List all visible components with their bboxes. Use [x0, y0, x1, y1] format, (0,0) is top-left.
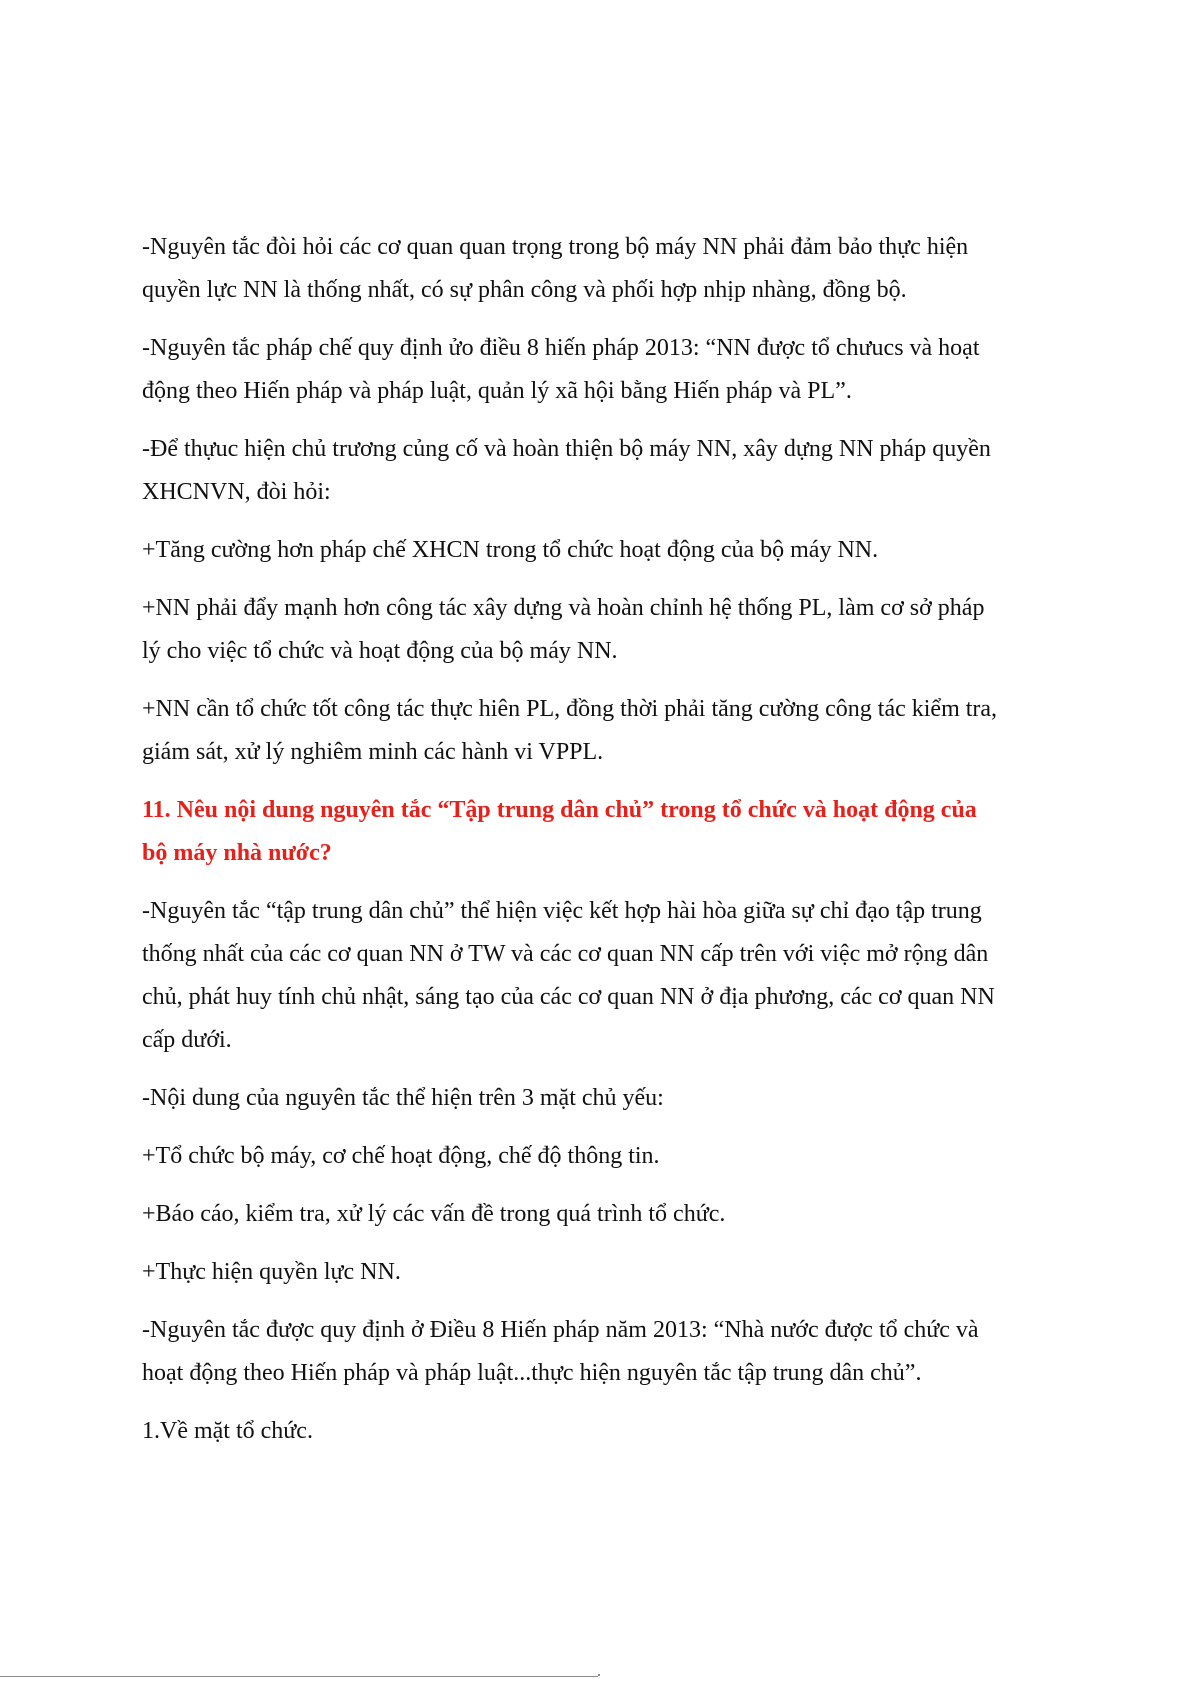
paragraph-line: +Tăng cường hơn pháp chế XHCN trong tổ chức hoạt động của bộ máy NN. — [142, 537, 879, 563]
paragraph — [142, 688, 1062, 774]
paragraph — [142, 1193, 1062, 1236]
paragraph — [142, 587, 1062, 673]
paragraph-line: +NN phải đẩy mạnh hơn công tác xây dựng và hoàn chỉnh hệ thống PL, làm cơ sở pháp — [142, 595, 985, 621]
paragraph-line: -Nguyên tắc được quy định ở Điều 8 Hiến pháp năm 2013: “Nhà nước được tổ chức và — [142, 1317, 979, 1343]
paragraph-line: -Để thựuc hiện chủ trương củng cố và hoàn thiện bộ máy NN, xây dựng NN pháp quyền — [142, 436, 991, 462]
paragraph-line: động theo Hiến pháp và pháp luật, quản lý xã hội bằng Hiến pháp và PL”. — [142, 378, 852, 404]
paragraph-line: quyền lực NN là thống nhất, có sự phân công và phối hợp nhịp nhàng, đồng bộ. — [142, 277, 907, 303]
paragraph — [142, 1309, 1062, 1395]
paragraph — [142, 1251, 1062, 1294]
paragraph-line: 1.Về mặt tổ chức. — [142, 1418, 313, 1444]
document-body — [142, 226, 1062, 1468]
paragraph — [142, 327, 1062, 413]
heading-line: bộ máy nhà nước? — [142, 840, 332, 866]
paragraph — [142, 1077, 1062, 1120]
paragraph-line: +Tổ chức bộ máy, cơ chế hoạt động, chế độ thông tin. — [142, 1143, 660, 1169]
paragraph-line: chủ, phát huy tính chủ nhật, sáng tạo của các cơ quan NN ở địa phương, các cơ quan NN — [142, 984, 995, 1010]
paragraph-line: +Thực hiện quyền lực NN. — [142, 1259, 401, 1285]
paragraph-line: lý cho việc tổ chức và hoạt động của bộ máy NN. — [142, 638, 618, 664]
paragraph-line: -Nguyên tắc “tập trung dân chủ” thể hiện việc kết hợp hài hòa giữa sự chỉ đạo tập trung — [142, 898, 982, 924]
paragraph-line: cấp dưới. — [142, 1027, 232, 1053]
paragraph — [142, 1135, 1062, 1178]
paragraph-line: -Nguyên tắc đòi hỏi các cơ quan quan trọng trong bộ máy NN phải đảm bảo thực hiện — [142, 234, 969, 260]
paragraph-line: thống nhất của các cơ quan NN ở TW và các cơ quan NN cấp trên với việc mở rộng dân — [142, 941, 989, 967]
footer-divider-end — [598, 1674, 600, 1676]
paragraph-line: -Nguyên tắc pháp chế quy định ửo điều 8 hiến pháp 2013: “NN được tổ chưucs và hoạt — [142, 335, 980, 361]
paragraph-line: -Nội dung của nguyên tắc thể hiện trên 3 mặt chủ yếu: — [142, 1085, 664, 1111]
paragraph — [142, 529, 1062, 572]
footer-divider — [0, 1676, 598, 1677]
paragraph-line: +NN cần tổ chức tốt công tác thực hiên PL, đồng thời phải tăng cường công tác kiểm tra, — [142, 696, 998, 722]
section-heading — [142, 789, 1062, 875]
paragraph — [142, 1410, 1062, 1453]
paragraph — [142, 226, 1062, 312]
heading-line: 11. Nêu nội dung nguyên tắc “Tập trung dân chủ” trong tổ chức và hoạt động của — [142, 797, 977, 823]
paragraph-line: hoạt động theo Hiến pháp và pháp luật...thực hiện nguyên tắc tập trung dân chủ”. — [142, 1360, 922, 1386]
paragraph-line: giám sát, xử lý nghiêm minh các hành vi VPPL. — [142, 739, 604, 765]
paragraph-line: XHCNVN, đòi hỏi: — [142, 479, 331, 505]
paragraph-line: +Báo cáo, kiểm tra, xử lý các vấn đề trong quá trình tổ chức. — [142, 1201, 726, 1227]
paragraph — [142, 890, 1062, 1062]
paragraph — [142, 428, 1062, 514]
